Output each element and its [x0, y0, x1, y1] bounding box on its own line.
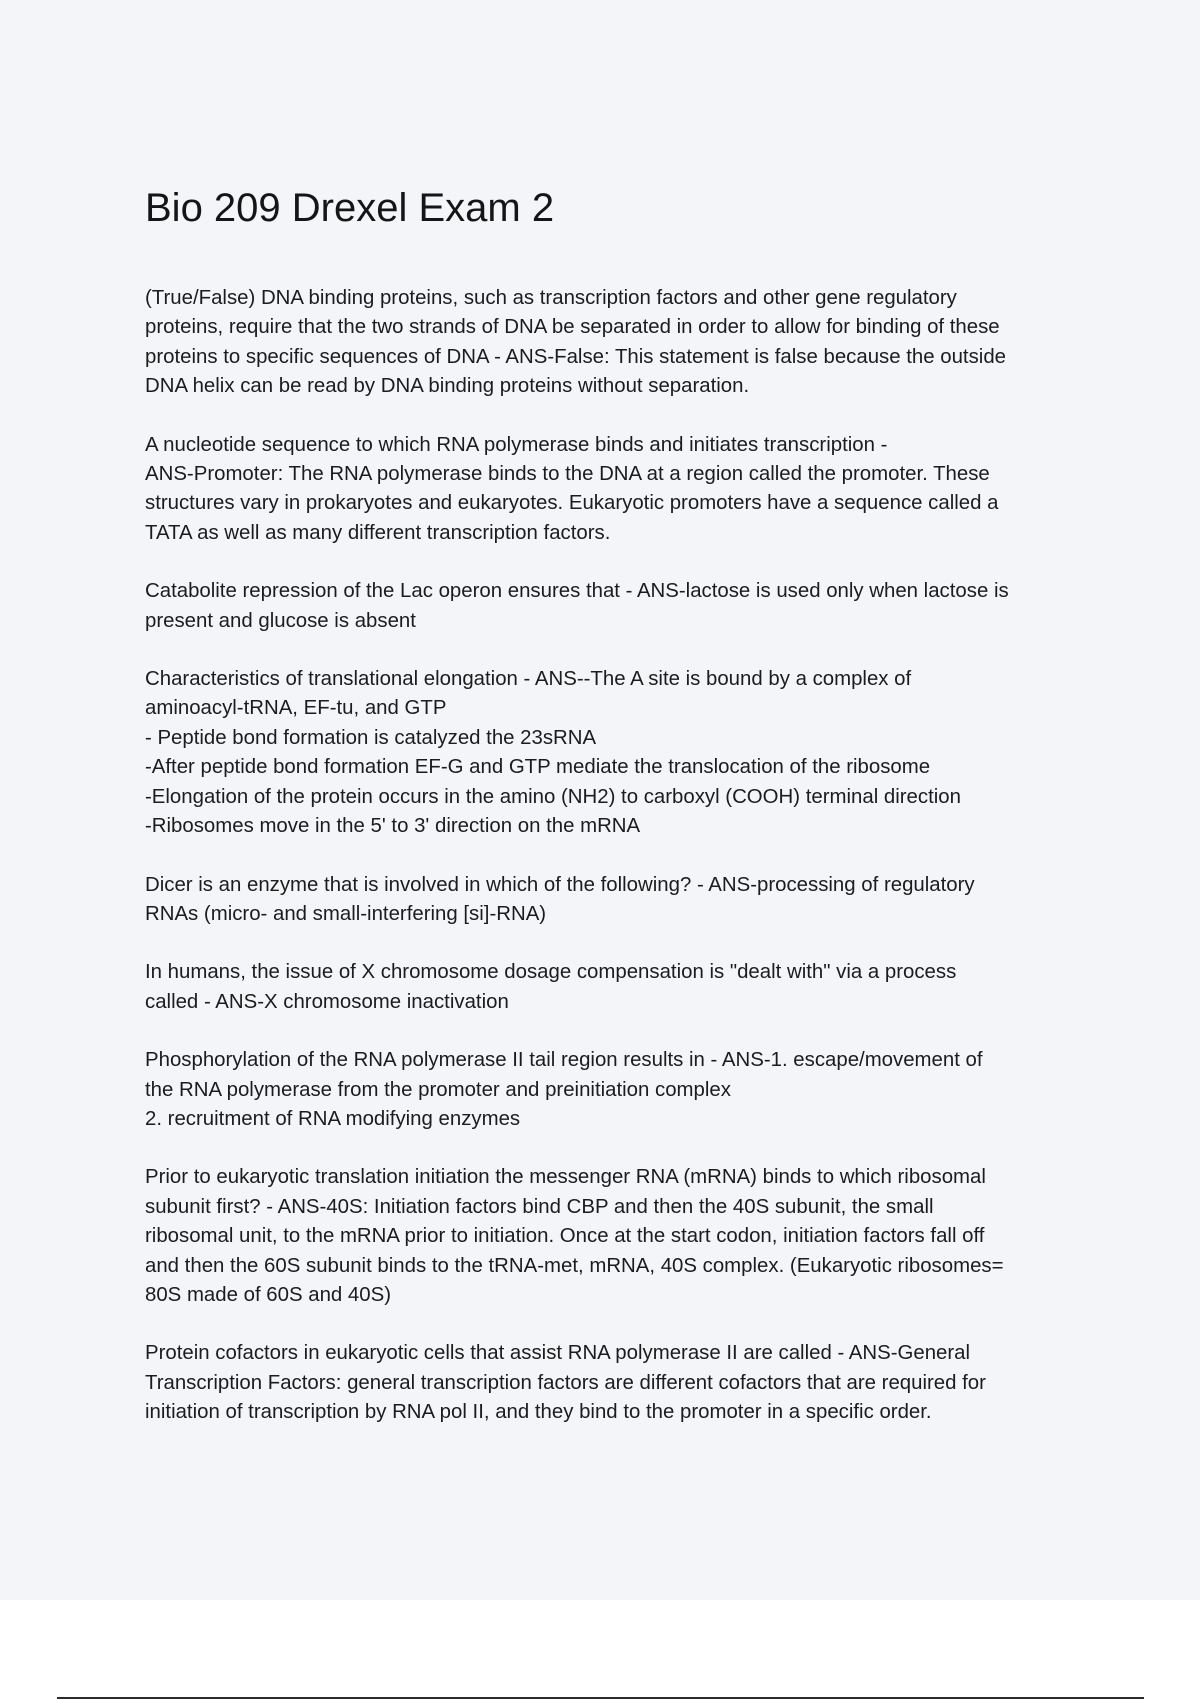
qa-item-5: Dicer is an enzyme that is involved in which of the following? - ANS-processing of regulatory RNAs (micro- and small-interfering [si]-RNA) [145, 873, 975, 925]
qa-item-6: In humans, the issue of X chromosome dosage compensation is "dealt with" via a process called - ANS-X chromosome inactivation [145, 961, 957, 1013]
document-content [145, 184, 1095, 1457]
qa-item-8: Prior to eukaryotic translation initiation the messenger RNA (mRNA) binds to which ribosomal subunit first? - ANS-40S: Initiation factors bind CBP and then the 40S subunit, the small ribosomal unit, to the mRNA prior to initiation. Once at the start codon, initiation factors fall off and then the 60S subunit binds to the tRNA-met, mRNA, 40S complex. (Eukaryotic ribosomes= 80S made of 60S and 40S) [145, 1166, 1004, 1306]
document-title: Bio 209 Drexel Exam 2 [145, 186, 555, 230]
qa-item-1: (True/False) DNA binding proteins, such as transcription factors and other gene regulatory proteins, require that the two strands of DNA be separated in order to allow for binding of these proteins to specific sequences of DNA - ANS-False: This statement is false because the outside DNA helix can be read by DNA binding proteins without separation. [145, 287, 1006, 398]
qa-item-3: Catabolite repression of the Lac operon ensures that - ANS-lactose is used only when lactose is present and glucose is absent [145, 580, 1009, 632]
qa-item-7: Phosphorylation of the RNA polymerase II tail region results in - ANS-1. escape/movement of the RNA polymerase from the promoter and preinitiation complex 2. recruitment of RNA modifying enzymes [145, 1049, 983, 1130]
footer-divider [57, 1697, 1144, 1699]
qa-item-2: A nucleotide sequence to which RNA polymerase binds and initiates transcription - ANS-Promoter: The RNA polymerase binds to the DNA at a region called the promoter. These structures vary in prokaryotes and eukaryotes. Eukaryotic promoters have a sequence called a TATA as well as many different transcription factors. [145, 433, 999, 544]
qa-item-9: Protein cofactors in eukaryotic cells that assist RNA polymerase II are called - ANS-General Transcription Factors: general transcription factors are different cofactors that are required for initiation of transcription by RNA pol II, and they bind to the promoter in a specific order. [145, 1342, 986, 1424]
qa-item-4: Characteristics of translational elongation - ANS--The A site is bound by a complex of aminoacyl-tRNA, EF-tu, and GTP - Peptide bond formation is catalyzed the 23sRNA -After peptide bond formation EF-G and GTP mediate the translocation of the ribosome -Elongation of the protein occurs in the amino (NH2) to carboxyl (COOH) terminal direction -Ribosomes move in the 5' to 3' direction on the mRNA [145, 668, 961, 838]
